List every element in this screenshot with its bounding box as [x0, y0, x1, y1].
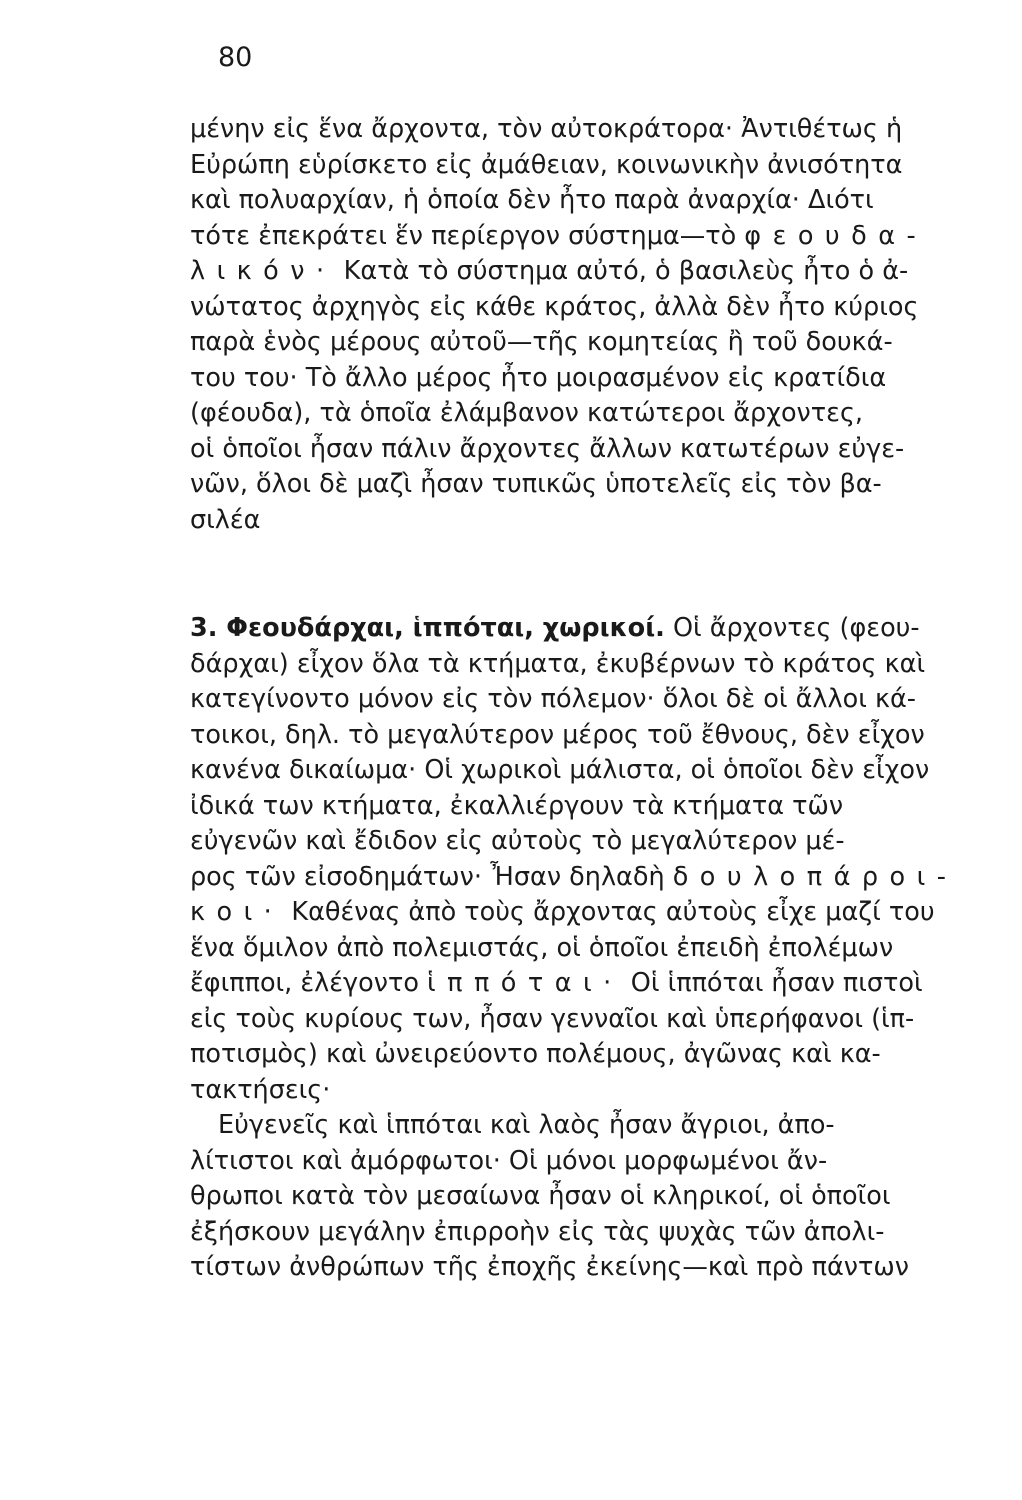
- text-line: [190, 860, 980, 896]
- text-line: τακτήσεις·: [190, 1074, 331, 1105]
- text-line: ἰδικά των κτήματα, ἐκαλλιέργουν τὰ κτήματα τῶν: [190, 790, 844, 821]
- text-line: Εὐρώπη εὑρίσκετο εἰς ἀμάθειαν, κοινωνικὴν ἀνισότητα: [190, 149, 903, 180]
- text-line: δάρχαι) εἶχον ὅλα τὰ κτήματα, ἐκυβέρνων τὸ κράτος καὶ: [190, 648, 926, 679]
- text-segment: Καθένας ἀπὸ τοὺς ἄρχοντας αὐτοὺς εἶχε μαζί του: [291, 897, 935, 927]
- text-line: [190, 219, 980, 255]
- section-feudal-lords: [190, 611, 980, 1286]
- emphasized-term: δουλοπάροι-: [672, 861, 958, 892]
- text-segment: ρος τῶν εἰσοδημάτων· Ἦσαν δηλαδὴ: [190, 861, 665, 892]
- text-line: λίτιστοι καὶ ἀμόρφωτοι· Οἱ μόνοι μορφωμένοι ἄν-: [190, 1145, 828, 1176]
- text-line: (φέουδα), τὰ ὁποῖα ἐλάμβανον κατώτεροι ἄρχοντες,: [190, 398, 864, 428]
- text-line: νώτατος ἀρχηγὸς εἰς κάθε κράτος, ἀλλὰ δὲν ἦτο κύριος: [190, 291, 919, 322]
- page-number: 80: [218, 42, 253, 73]
- text-line: ἕνα ὅμιλον ἀπὸ πολεμιστάς, οἱ ὁποῖοι ἐπειδὴ ἐπολέμων: [190, 932, 894, 963]
- text-line: νῶν, ὅλοι δὲ μαζὶ ἦσαν τυπικῶς ὑποτελεῖς εἰς τὸν βα-: [190, 469, 882, 499]
- emphasized-term: λικόν·: [190, 256, 336, 286]
- text-line: Εὐγενεῖς καὶ ἱππόται καὶ λαὸς ἦσαν ἄγριοι, ἀπο-: [218, 1110, 835, 1140]
- text-segment: Κατὰ τὸ σύστημα αὐτό, ὁ βασιλεὺς ἦτο ὁ ἀ-: [343, 256, 909, 286]
- emphasized-term: ἱππόται·: [427, 968, 623, 998]
- text-line: [190, 254, 980, 290]
- text-line: παρὰ ἑνὸς μέρους αὐτοῦ—τῆς κομητείας ἢ τοῦ δουκά-: [190, 327, 893, 357]
- text-line: τοικοι, δηλ. τὸ μεγαλύτερον μέρος τοῦ ἔθνους, δὲν εἶχον: [190, 719, 925, 750]
- text-line: [190, 895, 980, 931]
- text-segment: ἔφιπποι, ἐλέγοντο: [190, 968, 419, 998]
- text-line: κανένα δικαίωμα· Οἱ χωρικοὶ μάλιστα, οἱ ὁποῖοι δὲν εἶχον: [190, 755, 930, 785]
- text-line: θρωποι κατὰ τὸν μεσαίωνα ἦσαν οἱ κληρικοί, οἱ ὁποῖοι: [190, 1181, 891, 1211]
- text-line: εὐγενῶν καὶ ἔδιδον εἰς αὐτοὺς τὸ μεγαλύτερον μέ-: [190, 826, 845, 856]
- text-line: σιλέα: [190, 504, 261, 535]
- text-line: ποτισμὸς) καὶ ὠνειρεύοντο πολέμους, ἀγῶνας καὶ κα-: [190, 1039, 881, 1069]
- text-line: εἰς τοὺς κυρίους των, ἦσαν γενναῖοι καὶ ὑπερήφανοι (ἱπ-: [190, 1003, 915, 1034]
- text-segment: τότε ἐπεκράτει ἕν περίεργον σύστημα—τὸ: [190, 220, 737, 251]
- text-line: μένην εἰς ἕνα ἄρχοντα, τὸν αὐτοκράτορα· Ἀντιθέτως ἡ: [190, 114, 903, 144]
- emphasized-term: φεουδα-: [744, 220, 928, 251]
- text-line: ἐξήσκουν μεγάλην ἐπιρροὴν εἰς τὰς ψυχὰς τῶν ἀπολι-: [190, 1216, 885, 1247]
- text-line: [190, 611, 980, 647]
- text-line: [190, 966, 980, 1002]
- section-heading: 3. Φεουδάρχαι, ἱππόται, χωρικοί.: [190, 613, 665, 643]
- text-line: κατεγίνοντο μόνον εἰς τὸν πόλεμον· ὅλοι δὲ οἱ ἄλλοι κά-: [190, 684, 916, 714]
- text-line: τίστων ἀνθρώπων τῆς ἐποχῆς ἐκείνης—καὶ πρὸ πάντων: [190, 1252, 910, 1282]
- text-line: οἱ ὁποῖοι ἦσαν πάλιν ἄρχοντες ἄλλων κατωτέρων εὐγε-: [190, 433, 905, 464]
- paragraph-feudalism-intro: [190, 112, 980, 538]
- text-line: καὶ πολυαρχίαν, ἡ ὁποία δὲν ἦτο παρὰ ἀναρχία· Διότι: [190, 185, 874, 215]
- text-segment: Οἱ ἄρχοντες (φεου-: [672, 613, 920, 643]
- emphasized-term: κοι·: [190, 897, 284, 927]
- text-segment: Οἱ ἱππόται ἦσαν πιστοὶ: [630, 968, 923, 998]
- text-line: του του· Τὸ ἄλλο μέρος ἦτο μοιρασμένον εἰς κρατίδια: [190, 362, 887, 393]
